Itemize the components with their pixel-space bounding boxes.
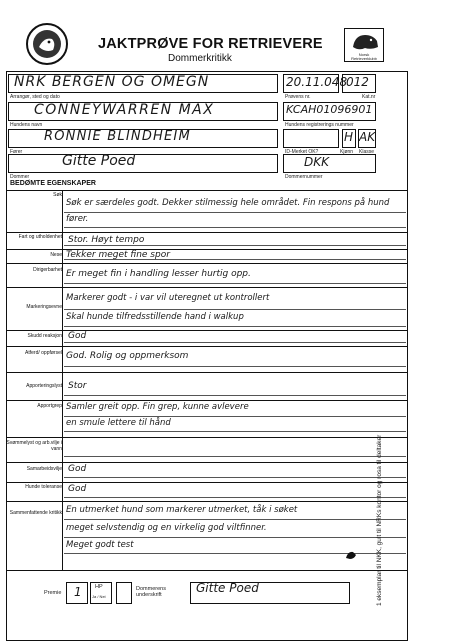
regnr-value: KCAH01096901 [286, 103, 373, 116]
row-label-markering: Markeringsevne [26, 304, 62, 310]
dommer-label: Dommer [10, 174, 30, 180]
nrk-logo-box [344, 28, 384, 62]
katnr-value: 012 [346, 75, 369, 89]
sammenfattende-line-3: Meget godt test [66, 540, 134, 550]
kjonn-value: H [344, 130, 354, 144]
regnr-label: Hundens registrerings nummer [285, 122, 354, 128]
markering-line-1: Markerer godt - i var vil uteregnet ut kontrollert [66, 293, 270, 303]
samarbeid-line-1: God [68, 464, 87, 474]
hp-checkbox[interactable] [116, 582, 132, 604]
label-column-divider [62, 190, 63, 570]
date-label: Prøvens nr. [285, 94, 311, 100]
skudd-line-1: God [68, 331, 87, 341]
sammenfattende-line-2: meget selvstendig og en virkelig god viltfinner. [66, 523, 267, 533]
dog-stamp-icon [344, 548, 358, 560]
klasse-label: Klasse [359, 149, 375, 155]
dommernr-value: DKK [304, 155, 329, 169]
premie-value: 1 [74, 585, 82, 599]
signature-value: Gitte Poed [196, 581, 259, 595]
idmerket-checkbox[interactable] [283, 129, 339, 148]
side-note: 1 eksemplar til NKK, gult til NRKs kontor og rosa til deltaker [376, 434, 383, 606]
row-label-fart: Fart og utholdenhet [18, 234, 62, 240]
katnr-label: Kat.nr [362, 94, 376, 100]
nese-line-1: Tekker meget fine spor [66, 250, 170, 260]
arrangor-value: NRK BERGEN OG OMEGN [14, 74, 210, 90]
row-label-nese: Nese [50, 252, 62, 258]
apportgrep-line-2: en smule lettere til hånd [66, 418, 171, 428]
klasse-value: AK [359, 130, 376, 144]
hund-value: CONNEYWARREN MAX [34, 102, 215, 118]
sok-line-1: Søk er særdeles godt. Dekker stilmessig hele området. Fin respons på hund [66, 198, 390, 208]
date-value: 20.11.048 [286, 75, 348, 89]
row-label-hundetoleranse: Hunde toleranse [25, 484, 62, 490]
arrangor-label: Arrangør, sted og dato [10, 94, 60, 100]
sammenfattende-line-1: En utmerket hund som markerer utmerket, tåk i søket [66, 505, 298, 515]
fart-line-1: Stor. Høyt tempo [68, 235, 145, 245]
dommernr-label: Dommernummer [285, 174, 323, 180]
hp-sub: Ja / Nei [92, 594, 106, 599]
row-label-apportgrep: Apportgrep [37, 403, 62, 409]
kjonn-label: Kjønn [340, 149, 354, 155]
nrk-logo-text: Norsk Retrieverklubb [351, 52, 377, 61]
dirigerbarhet-line-1: Er meget fin i handling lesser hurtig opp. [66, 269, 251, 279]
signature-label: Dommerens underskrift [136, 586, 166, 598]
row-label-samarbeid: Samarbeidsvilje [26, 466, 62, 472]
forer-label: Fører [10, 149, 23, 155]
apportgrep-line-1: Samler greit opp. Fin grep, kunne avlevere [66, 402, 249, 412]
sok-line-2: fører. [66, 214, 89, 224]
row-label-sammenfattende: Sammenfattende kritikk [9, 510, 62, 516]
dommernr-field[interactable] [283, 154, 376, 173]
hundetoleranse-line-1: God [68, 484, 87, 494]
dommer-value: Gitte Poed [62, 153, 136, 169]
club-logo-icon [26, 23, 68, 65]
idmerket-label: ID-Merket OK? [285, 149, 319, 155]
apporteringslyst-line-1: Stor [68, 381, 87, 391]
atferd-line-1: God. Rolig og oppmerksom [66, 351, 189, 361]
premie-label: Premie [44, 590, 62, 596]
row-label-sok: Søk [53, 192, 62, 198]
row-label-apporteringslyst: Apporteringslyst [26, 383, 62, 389]
forer-value: RONNIE BLINDHEIM [44, 129, 191, 144]
hund-label: Hundens navn [10, 122, 43, 128]
form-title: JAKTPRØVE FOR RETRIEVERE [98, 36, 323, 52]
row-label-svommelyst: Svømmelyst og arb.vilje i vann [6, 440, 62, 452]
row-label-skudd: Skudd reaksjon [27, 333, 62, 339]
form-subtitle: Dommerkritikk [168, 53, 232, 64]
markering-line-2: Skal hunde tilfredsstillende hand i walkup [66, 312, 244, 322]
section-title: BEDØMTE EGENSKAPER [10, 180, 96, 187]
row-label-atferd: Atferd/ oppførsel [25, 350, 62, 356]
dog-head-icon [347, 31, 383, 53]
row-label-dirigerbarhet: Dirigerbarhet [33, 267, 62, 273]
hp-label: HP [95, 584, 103, 590]
dommer-field[interactable] [8, 154, 278, 173]
